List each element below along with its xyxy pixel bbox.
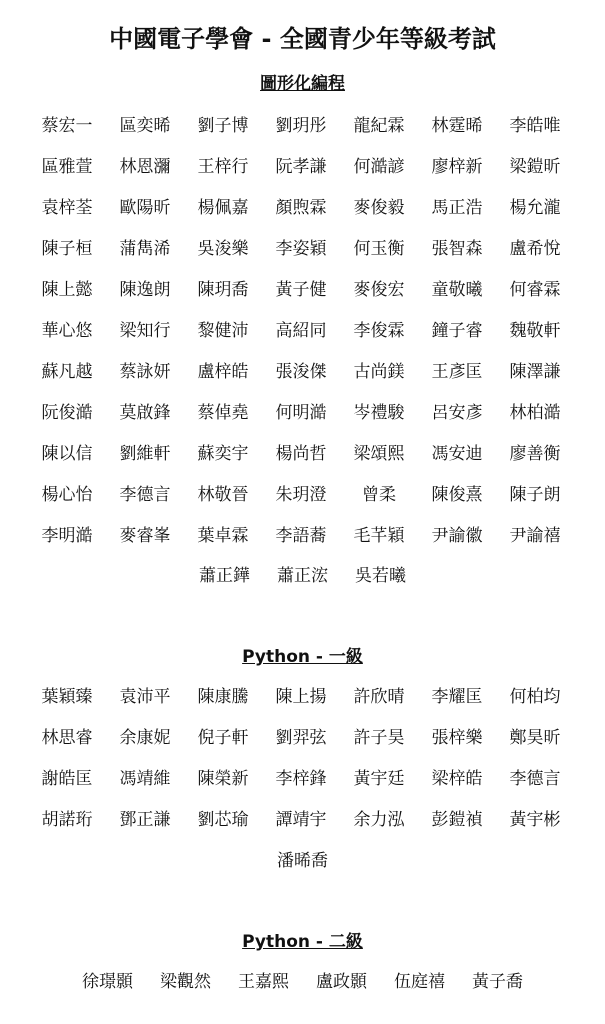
- student-name: 岑禮駿: [353, 403, 405, 423]
- page-title: 中國電子學會 - 全國青少年等級考試: [109, 25, 496, 53]
- student-name: 尹諭徽: [431, 526, 483, 546]
- student-name: 倪子軒: [197, 728, 249, 748]
- student-name: 張梓樂: [431, 728, 483, 748]
- student-name: 徐璟顥: [82, 972, 133, 992]
- student-name: 陳以信: [41, 444, 93, 464]
- student-name: 歐陽昕: [119, 198, 171, 218]
- student-name: 李德言: [119, 485, 171, 505]
- student-name: 麥俊毅: [353, 198, 405, 218]
- name-row-graphical-trailing: [0, 556, 605, 597]
- student-name: 余康妮: [119, 728, 171, 748]
- student-name: 林霆晞: [431, 116, 483, 136]
- student-name: 許欣晴: [353, 687, 405, 707]
- student-name: 李姿穎: [275, 239, 327, 259]
- student-name: 王梓行: [197, 157, 249, 177]
- student-name: 陳俊熹: [431, 485, 483, 505]
- student-name: 鐘子睿: [431, 321, 483, 341]
- student-name: 麥俊宏: [353, 280, 405, 300]
- student-name: 鄧正謙: [119, 810, 171, 830]
- student-name: 陳子朗: [509, 485, 561, 505]
- section-heading-graphical: 圖形化編程: [260, 74, 345, 94]
- name-row-python-1-trailing: [0, 841, 605, 882]
- student-name: 謝皓匡: [41, 769, 93, 789]
- student-name: 王嘉熙: [238, 972, 289, 992]
- student-name: 童敬曦: [431, 280, 483, 300]
- student-name: 廖善衡: [509, 444, 561, 464]
- student-name: 李明澔: [41, 526, 93, 546]
- student-name: 李梓鋒: [275, 769, 327, 789]
- student-name: 古尚鎂: [353, 362, 405, 382]
- student-name: 黃子健: [275, 280, 327, 300]
- student-name: 劉子博: [197, 116, 249, 136]
- student-name: 李德言: [509, 769, 561, 789]
- student-name: 陳上揚: [275, 687, 327, 707]
- student-name: 吳若曦: [355, 566, 406, 586]
- student-name: 何玉衡: [353, 239, 405, 259]
- student-name: 林柏澔: [509, 403, 561, 423]
- student-name: 何明澔: [275, 403, 327, 423]
- student-name: 盧政顥: [316, 972, 367, 992]
- student-name: 彭鎧禎: [431, 810, 483, 830]
- student-name: 楊心怡: [41, 485, 93, 505]
- name-grid-graphical: [28, 106, 588, 557]
- student-name: 張智森: [431, 239, 483, 259]
- student-name: 蕭正鏵: [199, 566, 250, 586]
- student-name: 何澔諺: [353, 157, 405, 177]
- student-name: 許子昊: [353, 728, 405, 748]
- student-name: 黎健沛: [197, 321, 249, 341]
- student-name: 何柏均: [509, 687, 561, 707]
- student-name: 陳子桓: [41, 239, 93, 259]
- student-name: 袁沛平: [119, 687, 171, 707]
- student-name: 李俊霖: [353, 321, 405, 341]
- student-name: 王彥匡: [431, 362, 483, 382]
- student-name: 盧梓皓: [197, 362, 249, 382]
- student-name: 顏煦霖: [275, 198, 327, 218]
- student-name: 馮靖維: [119, 769, 171, 789]
- student-name: 區奕晞: [119, 116, 171, 136]
- student-name: 魏敬軒: [509, 321, 561, 341]
- student-name: 吳浚樂: [197, 239, 249, 259]
- student-name: 黃宇廷: [353, 769, 405, 789]
- student-name: 林敬晉: [197, 485, 249, 505]
- student-name: 陳玥喬: [197, 280, 249, 300]
- student-name: 黃宇彬: [509, 810, 561, 830]
- section-heading-python-1: Python - 一級: [242, 647, 363, 667]
- student-name: 尹諭禧: [509, 526, 561, 546]
- student-name: 楊佩嘉: [197, 198, 249, 218]
- student-name: 潘晞喬: [277, 851, 328, 871]
- student-name: 蔡宏一: [41, 116, 93, 136]
- student-name: 葉卓霖: [197, 526, 249, 546]
- student-name: 鄭昊昕: [509, 728, 561, 748]
- student-name: 張浚傑: [275, 362, 327, 382]
- student-name: 華心悠: [41, 321, 93, 341]
- student-name: 盧希悅: [509, 239, 561, 259]
- student-name: 蕭正浤: [277, 566, 328, 586]
- student-name: 陳康騰: [197, 687, 249, 707]
- student-name: 蘇奕宇: [197, 444, 249, 464]
- student-name: 黃子喬: [472, 972, 523, 992]
- student-name: 林恩瀰: [119, 157, 171, 177]
- student-name: 梁鎧昕: [509, 157, 561, 177]
- student-name: 劉芯瑜: [197, 810, 249, 830]
- student-name: 麥睿峯: [119, 526, 171, 546]
- student-name: 何睿霖: [509, 280, 561, 300]
- student-name: 袁梓荃: [41, 198, 93, 218]
- student-name: 蔡詠妍: [119, 362, 171, 382]
- student-name: 余力泓: [353, 810, 405, 830]
- student-name: 譚靖宇: [275, 810, 327, 830]
- student-name: 蒲雋浠: [119, 239, 171, 259]
- student-name: 梁頌熙: [353, 444, 405, 464]
- student-name: 梁梓皓: [431, 769, 483, 789]
- student-name: 馮安迪: [431, 444, 483, 464]
- student-name: 龍紀霖: [353, 116, 405, 136]
- student-name: 陳上懿: [41, 280, 93, 300]
- student-name: 阮俊澔: [41, 403, 93, 423]
- student-name: 葉穎臻: [41, 687, 93, 707]
- name-row-python-2: [0, 962, 605, 1003]
- student-name: 毛芊穎: [353, 526, 405, 546]
- student-name: 楊允瀧: [509, 198, 561, 218]
- student-name: 阮孝謙: [275, 157, 327, 177]
- student-name: 莫啟鋒: [119, 403, 171, 423]
- student-name: 劉玥彤: [275, 116, 327, 136]
- student-name: 蘇凡越: [41, 362, 93, 382]
- student-name: 朱玥澄: [275, 485, 327, 505]
- student-name: 高紹同: [275, 321, 327, 341]
- student-name: 楊尚哲: [275, 444, 327, 464]
- student-name: 區雅萱: [41, 157, 93, 177]
- student-name: 梁觀然: [160, 972, 211, 992]
- student-name: 呂安彥: [431, 403, 483, 423]
- student-name: 劉羿弦: [275, 728, 327, 748]
- student-name: 廖梓新: [431, 157, 483, 177]
- student-name: 曾柔: [362, 485, 396, 505]
- student-name: 陳澤謙: [509, 362, 561, 382]
- student-name: 馬正浩: [431, 198, 483, 218]
- name-grid-python-1: [28, 677, 588, 841]
- student-name: 陳逸朗: [119, 280, 171, 300]
- student-name: 蔡倬堯: [197, 403, 249, 423]
- student-name: 伍庭禧: [394, 972, 445, 992]
- student-name: 陳榮新: [197, 769, 249, 789]
- student-name: 李語蕎: [275, 526, 327, 546]
- student-name: 胡諾珩: [41, 810, 93, 830]
- student-name: 林思睿: [41, 728, 93, 748]
- student-name: 梁知行: [119, 321, 171, 341]
- section-heading-python-2: Python - 二級: [242, 932, 363, 952]
- student-name: 劉維軒: [119, 444, 171, 464]
- student-name: 李皓唯: [509, 116, 561, 136]
- student-name: 李耀匡: [431, 687, 483, 707]
